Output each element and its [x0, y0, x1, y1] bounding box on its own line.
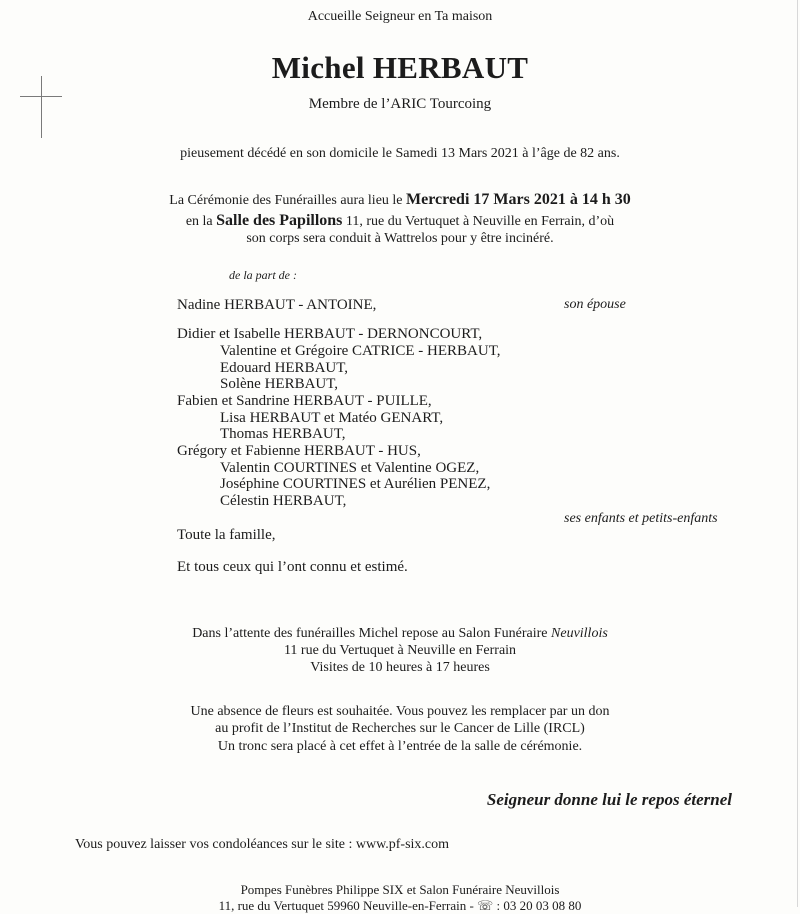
- spouse-relation: son épouse: [564, 297, 626, 312]
- spouse-name: Nadine HERBAUT - ANTOINE,: [177, 297, 377, 313]
- children-relation: ses enfants et petits-enfants: [564, 511, 718, 526]
- footer-line-1: Pompes Funèbres Philippe SIX et Salon Funéraire Neuvillois: [240, 882, 560, 897]
- list-item: Valentine et Grégoire CATRICE - HERBAUT,: [220, 343, 501, 359]
- salon-line-2: 11 rue du Vertuquet à Neuville en Ferrain: [283, 643, 517, 658]
- list-item: Valentin COURTINES et Valentine OGEZ,: [220, 460, 480, 476]
- ceremony-line-1: [0, 191, 800, 209]
- condolences-line: Vous pouvez laisser vos condoléances sur le site : www.pf-six.com: [75, 837, 450, 852]
- header-prayer: Accueille Seigneur en Ta maison: [307, 9, 493, 24]
- ceremony-intro: La Cérémonie des Funérailles aura lieu le: [169, 193, 403, 208]
- salon-name: Neuvillois: [551, 626, 608, 641]
- list-item: Joséphine COURTINES et Aurélien PENEZ,: [220, 476, 491, 492]
- list-item: Grégory et Fabienne HERBAUT - HUS,: [177, 443, 421, 459]
- list-item: Lisa HERBAUT et Matéo GENART,: [220, 410, 444, 426]
- salon-line-1-text: Dans l’attente des funérailles Michel repose au Salon Funéraire: [192, 626, 548, 641]
- list-item: Edouard HERBAUT,: [220, 360, 349, 376]
- ceremony-place-address: 11, rue du Vertuquet à Neuville en Ferrain, d’où: [345, 214, 615, 229]
- flowers-line-1: Une absence de fleurs est souhaitée. Vous pouvez les remplacer par un don: [190, 704, 610, 719]
- de-la-part-label: de la part de :: [229, 268, 297, 282]
- deceased-name: Michel HERBAUT: [271, 50, 529, 85]
- footer-line-2: 11, rue du Vertuquet 59960 Neuville-en-Ferrain - ☏ : 03 20 03 08 80: [218, 898, 582, 913]
- closing-prayer: Seigneur donne lui le repos éternel: [486, 790, 732, 809]
- ceremony-place-prefix: en la: [185, 214, 213, 229]
- list-item: Solène HERBAUT,: [220, 376, 339, 392]
- death-notice: pieusement décédé en son domicile le Samedi 13 Mars 2021 à l’âge de 82 ans.: [180, 146, 620, 161]
- list-item: Didier et Isabelle HERBAUT - DERNONCOURT,: [177, 326, 483, 342]
- list-item: Célestin HERBAUT,: [220, 493, 347, 509]
- ceremony-line-2: [0, 212, 800, 230]
- list-item: Fabien et Sandrine HERBAUT - PUILLE,: [177, 393, 432, 409]
- others-line: Et tous ceux qui l’ont connu et estimé.: [177, 559, 408, 575]
- family-line: Toute la famille,: [177, 527, 276, 543]
- page-edge-line: [797, 0, 798, 907]
- ceremony-place-name: Salle des Papillons: [216, 212, 343, 229]
- salon-line-3: Visites de 10 heures à 17 heures: [310, 660, 490, 675]
- ceremony-date-time: Mercredi 17 Mars 2021 à 14 h 30: [406, 191, 631, 208]
- ceremony-line-3: son corps sera conduit à Wattrelos pour y être incinéré.: [246, 231, 554, 246]
- flowers-line-3: Un tronc sera placé à cet effet à l’entrée de la salle de cérémonie.: [217, 739, 583, 754]
- salon-line-1: [0, 626, 800, 642]
- flowers-line-2: au profit de l’Institut de Recherches sur le Cancer de Lille (IRCL): [215, 721, 585, 736]
- membership-line: Membre de l’ARIC Tourcoing: [308, 96, 492, 112]
- list-item: Thomas HERBAUT,: [220, 426, 346, 442]
